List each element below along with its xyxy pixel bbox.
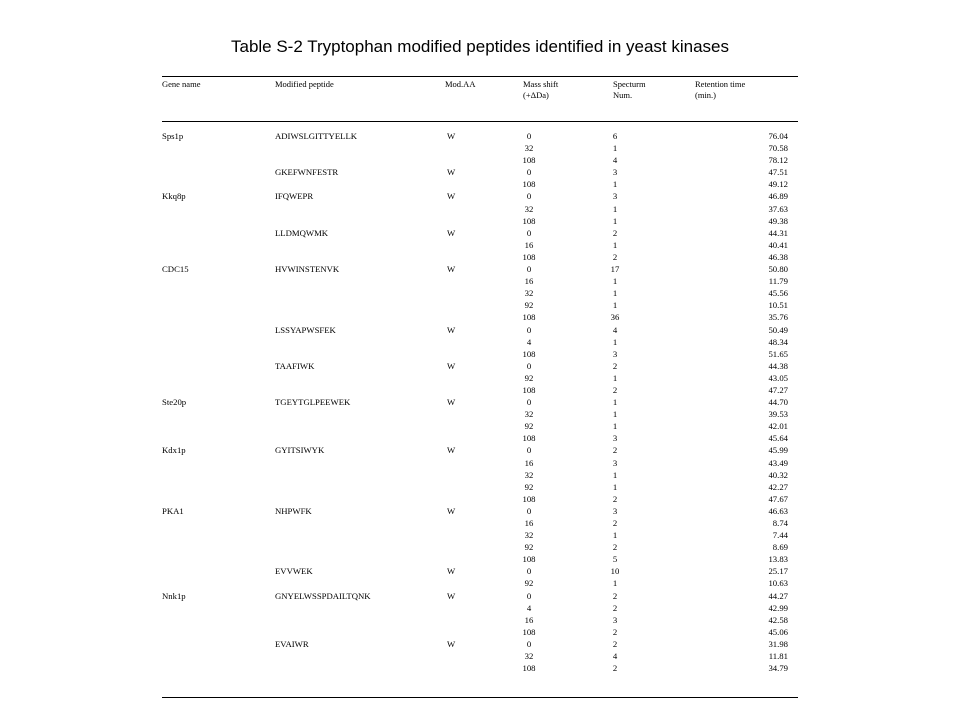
cell-spectrum-num: 2 [612,518,618,528]
cell-mass-shift: 0 [526,445,532,456]
table-row [162,505,798,517]
cell-spectrum-num: 3 [612,191,618,202]
cell-spectrum-num: 4 [612,324,618,335]
cell-mass-shift: 32 [524,288,534,299]
cell-retention-time: 40.32 [768,469,788,480]
table-row [162,602,798,614]
cell-mass-shift: 92 [524,578,534,589]
table-row [162,481,798,493]
cell-mass-shift: 108 [522,348,536,359]
cell-mass-shift: 0 [526,360,532,371]
table-row [162,529,798,541]
cell-retention-time: 7.44 [772,530,788,541]
table-row [162,154,798,166]
cell-modified-peptide: GNYELWSSPDAILTQNK [275,590,371,601]
table-row [162,662,798,674]
cell-modified-peptide: GKEFWNFESTR [275,167,339,178]
cell-mass-shift: 4 [526,602,532,613]
cell-retention-time: 43.49 [768,457,788,468]
table-row [162,420,798,432]
cell-spectrum-num: 3 [612,167,618,178]
cell-spectrum-num: 36 [610,312,620,323]
cell-spectrum-num: 3 [612,457,618,468]
cell-spectrum-num: 1 [612,469,618,480]
cell-retention-time: 34.79 [768,663,788,674]
cell-mass-shift: 0 [526,191,532,202]
cell-retention-time: 46.89 [768,191,788,202]
cell-spectrum-num: 2 [612,227,618,238]
cell-modified-peptide: LLDMQWMK [275,227,329,238]
cell-spectrum-num: 1 [612,143,618,154]
cell-modified-peptide: LSSYAPWSFEK [275,324,336,335]
cell-retention-time: 10.51 [768,300,788,311]
table-row [162,299,798,311]
cell-retention-time: 70.58 [768,143,788,154]
cell-mod-aa: W [447,445,456,456]
cell-gene-name: CDC15 [162,264,189,275]
cell-mod-aa: W [447,227,456,238]
table-row [162,130,798,142]
table-row [162,203,798,215]
table-row [162,638,798,650]
header-retention-time-line1: Retention time [695,79,746,89]
cell-spectrum-num: 2 [612,493,618,504]
cell-mass-shift: 32 [524,651,534,662]
table-row [162,348,798,360]
cell-retention-time: 45.99 [768,445,788,456]
cell-mass-shift: 92 [524,300,534,311]
cell-retention-time: 42.58 [768,614,788,625]
cell-mass-shift: 0 [526,505,532,516]
table-title: Table S-2 Tryptophan modified peptides identified in yeast kinases [230,37,730,56]
table-row [162,215,798,227]
cell-retention-time: 42.01 [768,421,788,432]
cell-retention-time: 47.27 [768,384,788,395]
cell-mass-shift: 92 [524,542,534,553]
cell-retention-time: 44.70 [768,397,788,408]
header-mass-shift-line2: (+ΔDa) [523,90,549,100]
cell-spectrum-num: 6 [612,131,618,141]
cell-mass-shift: 16 [524,518,534,528]
cell-spectrum-num: 1 [612,239,618,250]
cell-mass-shift: 0 [526,590,532,601]
table-bottom-rule [162,697,798,698]
table-row [162,166,798,178]
cell-spectrum-num: 1 [612,276,618,287]
cell-modified-peptide: NHPWFK [275,505,312,516]
cell-mass-shift: 16 [524,239,534,250]
cell-mod-aa: W [447,324,456,335]
cell-spectrum-num: 1 [612,215,618,226]
cell-spectrum-num: 2 [612,663,618,674]
cell-mass-shift: 0 [526,131,532,141]
cell-retention-time: 13.83 [768,554,788,565]
header-mod-aa: Mod.AA [445,79,476,89]
cell-spectrum-num: 1 [612,481,618,492]
cell-spectrum-num: 4 [612,155,618,166]
cell-modified-peptide: EVVWEK [275,566,313,577]
cell-mass-shift: 0 [526,397,532,408]
table-row [162,396,798,408]
cell-mass-shift: 32 [524,143,534,154]
table-row [162,311,798,323]
cell-mass-shift: 92 [524,372,534,383]
cell-retention-time: 39.53 [768,409,788,420]
header-spectrum-num [613,79,646,101]
table-row [162,190,798,202]
cell-mass-shift: 0 [526,264,532,275]
cell-spectrum-num: 5 [612,554,618,565]
cell-gene-name: Nnk1p [162,590,186,601]
cell-mass-shift: 32 [524,469,534,480]
cell-mass-shift: 16 [524,457,534,468]
table-row [162,178,798,190]
table-row [162,493,798,505]
cell-mass-shift: 108 [522,215,536,226]
cell-spectrum-num: 1 [612,421,618,432]
header-gene-name: Gene name [162,79,201,89]
cell-retention-time: 50.80 [768,264,788,275]
cell-spectrum-num: 3 [612,433,618,444]
cell-mass-shift: 92 [524,421,534,432]
cell-retention-time: 45.06 [768,626,788,637]
table-row [162,324,798,336]
table-row [162,614,798,626]
cell-mod-aa: W [447,566,456,577]
table-header-rule [162,121,798,122]
cell-spectrum-num: 3 [612,614,618,625]
cell-modified-peptide: GYITSIWYK [275,445,325,456]
table-row [162,650,798,662]
cell-retention-time: 49.12 [768,179,788,190]
cell-retention-time: 47.51 [768,167,788,178]
cell-mass-shift: 32 [524,409,534,420]
cell-mass-shift: 108 [522,312,536,323]
cell-mass-shift: 108 [522,626,536,637]
cell-mass-shift: 108 [522,554,536,565]
table-row [162,263,798,275]
cell-retention-time: 11.81 [768,651,788,662]
cell-spectrum-num: 1 [612,397,618,408]
header-mass-shift-line1: Mass shift [523,79,559,89]
cell-mod-aa: W [447,590,456,601]
cell-retention-time: 45.64 [768,433,788,444]
cell-spectrum-num: 2 [612,251,618,262]
cell-modified-peptide: IFQWEPR [275,191,314,202]
cell-mass-shift: 32 [524,530,534,541]
cell-spectrum-num: 17 [610,264,620,275]
table-row [162,227,798,239]
cell-mass-shift: 32 [524,203,534,214]
cell-mass-shift: 108 [522,433,536,444]
cell-spectrum-num: 2 [612,602,618,613]
cell-retention-time: 8.74 [772,518,788,528]
cell-mod-aa: W [447,167,456,178]
table-row [162,626,798,638]
cell-mod-aa: W [447,638,456,649]
cell-retention-time: 76.04 [768,131,788,141]
header-spectrum-num-line2: Num. [613,90,633,100]
table-row [162,553,798,565]
cell-mod-aa: W [447,360,456,371]
cell-spectrum-num: 1 [612,372,618,383]
table-top-rule [162,76,798,77]
cell-gene-name: Sps1p [162,131,184,141]
header-modified-peptide: Modified peptide [275,79,334,89]
table-row [162,360,798,372]
cell-mass-shift: 0 [526,324,532,335]
cell-retention-time: 25.17 [768,566,788,577]
cell-spectrum-num: 1 [612,288,618,299]
cell-mass-shift: 108 [522,179,536,190]
table-row [162,275,798,287]
cell-spectrum-num: 2 [612,638,618,649]
table-row [162,541,798,553]
cell-retention-time: 49.38 [768,215,788,226]
cell-spectrum-num: 2 [612,590,618,601]
cell-gene-name: Ste20p [162,397,187,408]
cell-mass-shift: 16 [524,276,534,287]
cell-retention-time: 47.67 [768,493,788,504]
cell-mass-shift: 92 [524,481,534,492]
cell-retention-time: 8.69 [772,542,788,553]
table-row [162,457,798,469]
cell-mass-shift: 108 [522,155,536,166]
cell-retention-time: 40.41 [768,239,788,250]
cell-mass-shift: 108 [522,384,536,395]
cell-retention-time: 37.63 [768,203,788,214]
table-row [162,469,798,481]
table-row [162,239,798,251]
table-row [162,577,798,589]
table-row [162,372,798,384]
cell-retention-time: 42.27 [768,481,788,492]
cell-mass-shift: 0 [526,566,532,577]
cell-retention-time: 35.76 [768,312,788,323]
cell-spectrum-num: 10 [610,566,620,577]
cell-retention-time: 11.79 [768,276,788,287]
header-retention-time-line2: (min.) [695,90,717,100]
cell-spectrum-num: 4 [612,651,618,662]
cell-gene-name: Kdx1p [162,445,186,456]
header-spectrum-num-line1: Specturm [613,79,646,89]
table-body [162,130,798,674]
cell-spectrum-num: 2 [612,445,618,456]
cell-retention-time: 31.98 [768,638,788,649]
cell-retention-time: 46.38 [768,251,788,262]
cell-spectrum-num: 1 [612,203,618,214]
cell-spectrum-num: 1 [612,179,618,190]
cell-modified-peptide: TGEYTGLPEEWEK [275,397,351,408]
cell-modified-peptide: EVAIWR [275,638,309,649]
table-row [162,432,798,444]
cell-mass-shift: 0 [526,638,532,649]
table-row [162,444,798,456]
table-row [162,408,798,420]
cell-gene-name: PKA1 [162,505,184,516]
cell-mass-shift: 108 [522,251,536,262]
cell-mod-aa: W [447,397,456,408]
cell-mod-aa: W [447,131,456,141]
cell-modified-peptide: ADIWSLGITTYELLK [275,131,358,141]
cell-retention-time: 44.38 [768,360,788,371]
header-mass-shift [523,79,558,101]
cell-spectrum-num: 1 [612,578,618,589]
cell-mod-aa: W [447,191,456,202]
cell-retention-time: 48.34 [768,336,788,347]
cell-spectrum-num: 1 [612,530,618,541]
cell-mod-aa: W [447,264,456,275]
table-row [162,336,798,348]
cell-retention-time: 46.63 [768,505,788,516]
cell-mass-shift: 108 [522,493,536,504]
cell-retention-time: 43.05 [768,372,788,383]
cell-spectrum-num: 1 [612,409,618,420]
cell-mass-shift: 16 [524,614,534,625]
cell-spectrum-num: 3 [612,348,618,359]
cell-spectrum-num: 2 [612,626,618,637]
cell-retention-time: 44.31 [768,227,788,238]
cell-retention-time: 44.27 [768,590,788,601]
cell-spectrum-num: 2 [612,542,618,553]
cell-retention-time: 50.49 [768,324,788,335]
cell-mod-aa: W [447,505,456,516]
cell-retention-time: 42.99 [768,602,788,613]
table-row [162,517,798,529]
cell-spectrum-num: 3 [612,505,618,516]
table-row [162,590,798,602]
cell-modified-peptide: HVWINSTENVK [275,264,340,275]
table-row [162,251,798,263]
cell-gene-name: Kkq8p [162,191,186,202]
header-retention-time [695,79,745,101]
cell-retention-time: 45.56 [768,288,788,299]
cell-spectrum-num: 1 [612,300,618,311]
cell-spectrum-num: 2 [612,360,618,371]
cell-spectrum-num: 2 [612,384,618,395]
table-row [162,287,798,299]
cell-modified-peptide: TAAFIWK [275,360,315,371]
table-row [162,384,798,396]
cell-mass-shift: 108 [522,663,536,674]
cell-spectrum-num: 1 [612,336,618,347]
cell-mass-shift: 0 [526,167,532,178]
cell-mass-shift: 4 [526,336,532,347]
table-row [162,565,798,577]
cell-retention-time: 10.63 [768,578,788,589]
cell-mass-shift: 0 [526,227,532,238]
cell-retention-time: 78.12 [768,155,788,166]
table-row [162,142,798,154]
cell-retention-time: 51.65 [768,348,788,359]
